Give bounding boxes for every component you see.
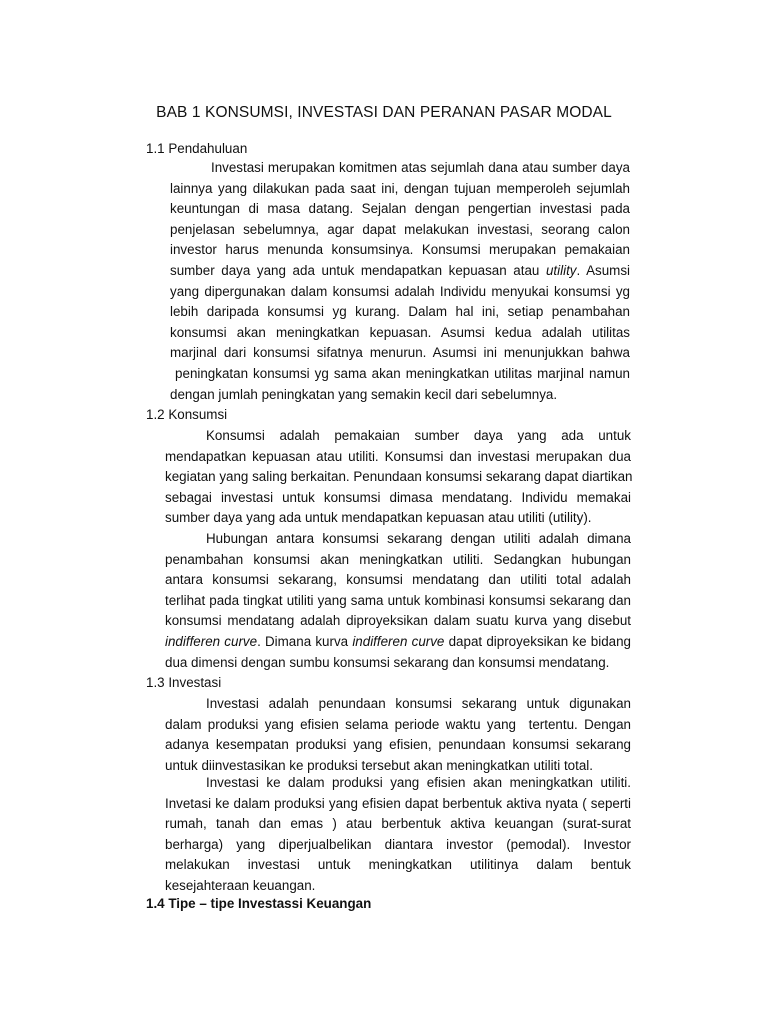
text-line: rumah, tanah dan emas ) atau berbentuk aktiva keuangan (surat-surat — [165, 816, 631, 832]
text-run: . Asumsi — [576, 262, 630, 278]
italic-term: indifferen curve — [165, 633, 258, 649]
text-line: terlihat pada tingkat utiliti yang sama untuk kombinasi konsumsi sekarang dan — [165, 592, 631, 608]
text-line: berharga) yang diperjualbelikan diantara investor (pemodal). Investor — [165, 836, 631, 852]
text-line: lebih daripada konsumsi yg kurang. Dalam hal ini, setiap penambahan — [170, 304, 630, 320]
text-line-mixed — [170, 261, 630, 282]
text-line: untuk diinvestasikan ke produksi tersebut akan meningkatkan utiliti total. — [165, 757, 593, 773]
text-line: dalam produksi yang efisien selama periode waktu yang tertentu. Dengan — [165, 716, 631, 732]
paragraph-investasi-1 — [165, 694, 631, 776]
text-line: dua dimensi dengan sumbu konsumsi sekarang dan konsumsi mendatang. — [165, 654, 610, 670]
text-line-mixed — [165, 632, 631, 653]
text-line: Investasi ke dalam produksi yang efisien akan meningkatkan utiliti. — [206, 775, 631, 790]
text-line: konsumsi mendatang adalah diproyeksikan dalam suatu kurva yang disebut — [165, 613, 631, 629]
text-line: marjinal dari konsumsi sifatnya menurun. Asumsi ini menunjukkan bahwa — [170, 345, 630, 361]
text-line: antara konsumsi sekarang, konsumsi mendatang dan utiliti total adalah — [165, 572, 631, 588]
text-line: yang dipergunakan dalam konsumsi adalah Individu menyukai konsumsi yg — [170, 283, 630, 299]
text-line: mendapatkan kepuasan atau utiliti. Konsumsi dan investasi merupakan dua — [165, 448, 631, 464]
paragraph-pendahuluan — [170, 158, 630, 405]
text-line: Investasi adalah penundaan konsumsi sekarang untuk digunakan — [206, 696, 631, 711]
text-line: Investasi merupakan komitmen atas sejumlah dana atau sumber daya — [211, 160, 630, 175]
section-heading-konsumsi: 1.2 Konsumsi — [146, 407, 228, 422]
text-run: dapat diproyeksikan ke bidang — [444, 633, 631, 649]
text-line: Hubungan antara konsumsi sekarang dengan utiliti adalah dimana — [206, 531, 631, 546]
paragraph-konsumsi-2 — [165, 529, 631, 673]
document-title: BAB 1 KONSUMSI, INVESTASI DAN PERANAN PASAR MODAL — [156, 104, 612, 121]
section-heading-pendahuluan: 1.1 Pendahuluan — [146, 141, 248, 156]
text-line: penjelasan sebelumnya, agar dapat melakukan investasi, seorang calon — [170, 221, 630, 237]
text-line: kegiatan yang saling berkaitan. Penundaan konsumsi sekarang dapat diartikan — [165, 469, 633, 485]
text-line: sebagai investasi untuk konsumsi dimasa mendatang. Individu memakai — [165, 489, 631, 505]
text-line: keuntungan di masa datang. Sejalan dengan pengertian investasi pada — [170, 201, 630, 217]
text-line: konsumsi akan meningkatkan kepuasan. Asumsi kedua adalah utilitas — [170, 324, 630, 340]
text-line: melakukan investasi untuk meningkatkan utilitinya dalam bentuk — [165, 857, 631, 873]
section-heading-investasi: 1.3 Investasi — [146, 675, 222, 690]
text-run: . Dimana kurva — [257, 633, 353, 649]
text-line: sumber daya yang ada untuk mendapatkan kepuasan atau utiliti (utility). — [165, 510, 592, 526]
italic-term: indifferen curve — [352, 633, 445, 649]
text-line: peningkatan konsumsi yg sama akan meningkatkan utilitas marjinal namun — [170, 365, 630, 381]
italic-term: utility — [545, 262, 577, 278]
text-line: adanya kesempatan produksi yang efisien, penundaan konsumsi sekarang — [165, 737, 631, 753]
text-line: dengan jumlah peningkatan yang semakin kecil dari sebelumnya. — [170, 386, 558, 402]
text-line: kesejahteraan keuangan. — [165, 877, 316, 893]
text-run: sumber daya yang ada untuk mendapatkan kepuasan atau — [170, 262, 546, 278]
section-heading-tipe-investasi: 1.4 Tipe – tipe Investassi Keuangan — [146, 896, 372, 911]
text-line: investor harus menunda konsumsinya. Konsumsi merupakan pemakaian — [170, 242, 630, 258]
text-line: Invetasi ke dalam produksi yang efisien dapat berbentuk aktiva nyata ( seperti — [165, 795, 631, 811]
paragraph-investasi-2 — [165, 773, 631, 897]
text-line: lainnya yang dilakukan pada saat ini, dengan tujuan memperoleh sejumlah — [170, 180, 630, 196]
text-line: Konsumsi adalah pemakaian sumber daya yang ada untuk — [206, 428, 631, 443]
text-line: penambahan konsumsi akan meningkatkan utiliti. Sedangkan hubungan — [165, 551, 631, 567]
paragraph-konsumsi-1 — [165, 426, 631, 529]
